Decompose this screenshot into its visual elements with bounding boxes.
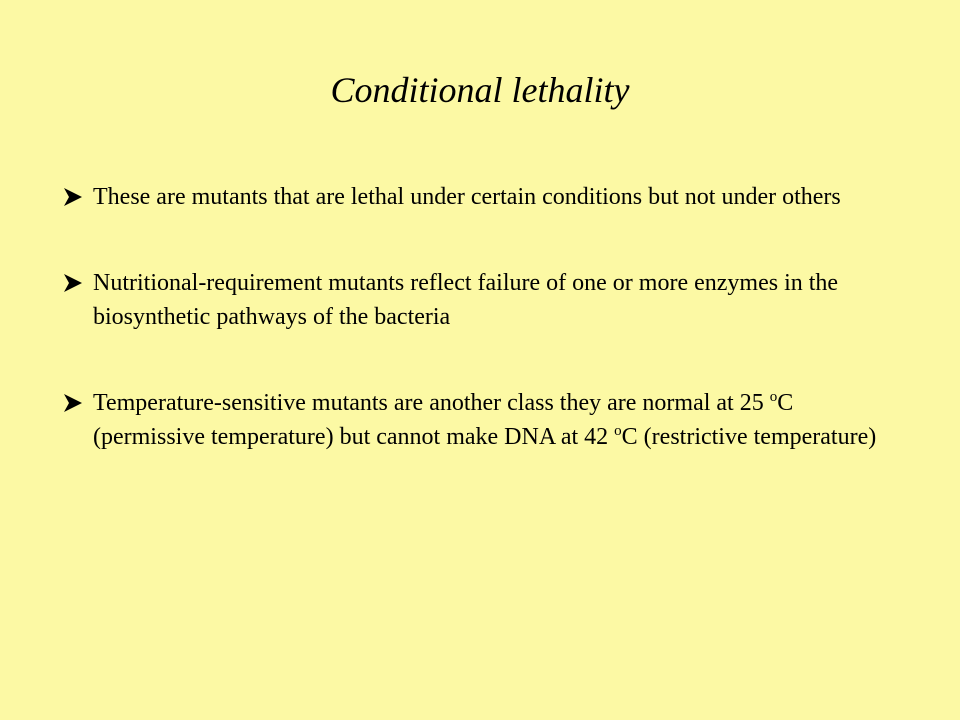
arrowhead-bullet-icon bbox=[63, 273, 83, 293]
bullet-item-temperature bbox=[63, 386, 893, 454]
bullet-text: These are mutants that are lethal under certain conditions but not under others bbox=[93, 184, 841, 210]
arrowhead-bullet-icon bbox=[63, 393, 83, 413]
bullet-item-nutritional bbox=[63, 266, 893, 334]
bullet-text-part-2: C (permissive temperature) but cannot make DNA at 42 bbox=[93, 390, 794, 450]
arrowhead-bullet-icon bbox=[63, 187, 83, 207]
degree-superscript: o bbox=[614, 423, 622, 439]
bullet-item-conditional bbox=[63, 180, 893, 214]
degree-superscript: o bbox=[769, 389, 778, 405]
bullet-text-part-3: C (restrictive temperature) bbox=[621, 424, 877, 450]
bullet-text: Nutritional-requirement mutants reflect failure of one or more enzymes in the biosynthetic pathways of the bacteria bbox=[93, 270, 839, 330]
bullet-text-part-1: Temperature-sensitive mutants are another class they are normal at 25 bbox=[93, 390, 770, 416]
slide-title: Conditional lethality bbox=[330, 70, 630, 110]
bullet-list bbox=[63, 180, 893, 506]
